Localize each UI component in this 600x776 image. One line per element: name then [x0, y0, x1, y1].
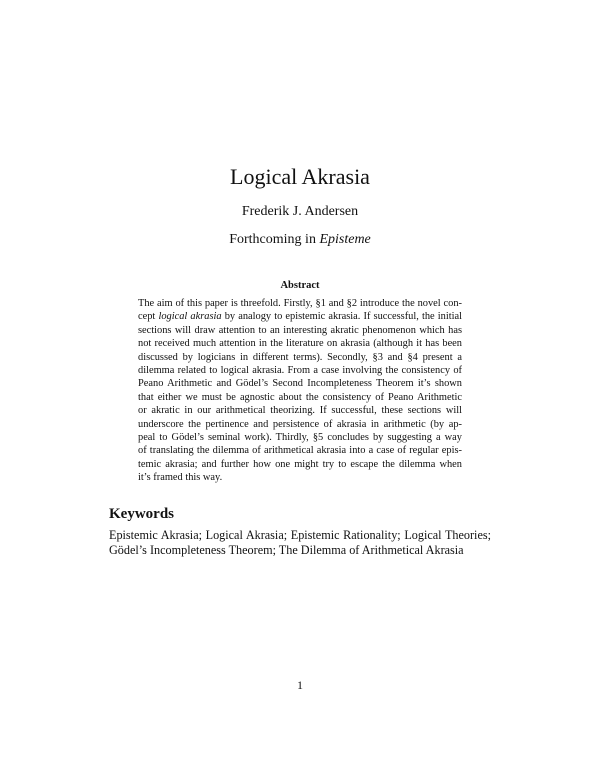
- abstract-term-logical-akrasia: logical akrasia: [158, 311, 222, 323]
- abstract-text: cept: [138, 311, 159, 323]
- abstract-line: temic akrasia; and further how one might try to escape the dilemma when: [138, 458, 462, 470]
- abstract-line: that either we must be agnostic about the consistency of Peano Arithmetic: [138, 391, 462, 403]
- keywords-line: Gödel’s Incompleteness Theorem; The Dilemma of Arithmetical Akrasia: [109, 543, 464, 558]
- abstract-text: by analogy to epistemic akrasia. If successful, the initial: [221, 311, 462, 323]
- abstract-line: Peano Arithmetic and Gödel’s Second Incompleteness Theorem it’s shown: [138, 378, 462, 390]
- abstract-line: it’s framed this way.: [138, 472, 223, 484]
- abstract-line: [138, 310, 462, 323]
- paper-title: Logical Akrasia: [230, 164, 370, 189]
- author-name: Frederik J. Andersen: [241, 204, 359, 219]
- abstract-line: of translating the dilemma of arithmetical akrasia into a case of regular epis-: [138, 445, 462, 457]
- page-number: 1: [297, 678, 303, 692]
- keywords-list: [109, 528, 491, 559]
- keywords-heading: Keywords: [109, 506, 174, 522]
- abstract-line: or akratic in our arithmetical theorizing. If successful, these sections will: [138, 405, 462, 417]
- venue-journal: Episteme: [319, 232, 371, 247]
- venue-prefix: Forthcoming in: [229, 232, 320, 247]
- abstract-line: The aim of this paper is threefold. Firstly, §1 and §2 introduce the novel con-: [138, 298, 462, 309]
- abstract-line: peal to Gödel’s seminal work). Thirdly, §5 concludes by suggesting a way: [138, 431, 462, 443]
- abstract-line: dilemma related to logical akrasia. From a case involving the consistency of: [138, 364, 462, 376]
- abstract-line: sections will draw attention to an interesting akratic phenomenon which has: [138, 324, 462, 336]
- publication-venue: [0, 230, 600, 250]
- abstract-body: [138, 297, 462, 484]
- abstract-line: not received much attention in the literature on akrasia (although it has been: [138, 338, 462, 350]
- abstract-line: discussed by logicians in different terms). Secondly, §3 and §4 present a: [138, 351, 462, 363]
- abstract-line: underscore the pertinence and persistence of akrasia in arithmetic (by ap-: [138, 418, 462, 430]
- abstract-heading: Abstract: [280, 280, 320, 291]
- keywords-line: Epistemic Akrasia; Logical Akrasia; Epistemic Rationality; Logical Theories;: [109, 528, 491, 542]
